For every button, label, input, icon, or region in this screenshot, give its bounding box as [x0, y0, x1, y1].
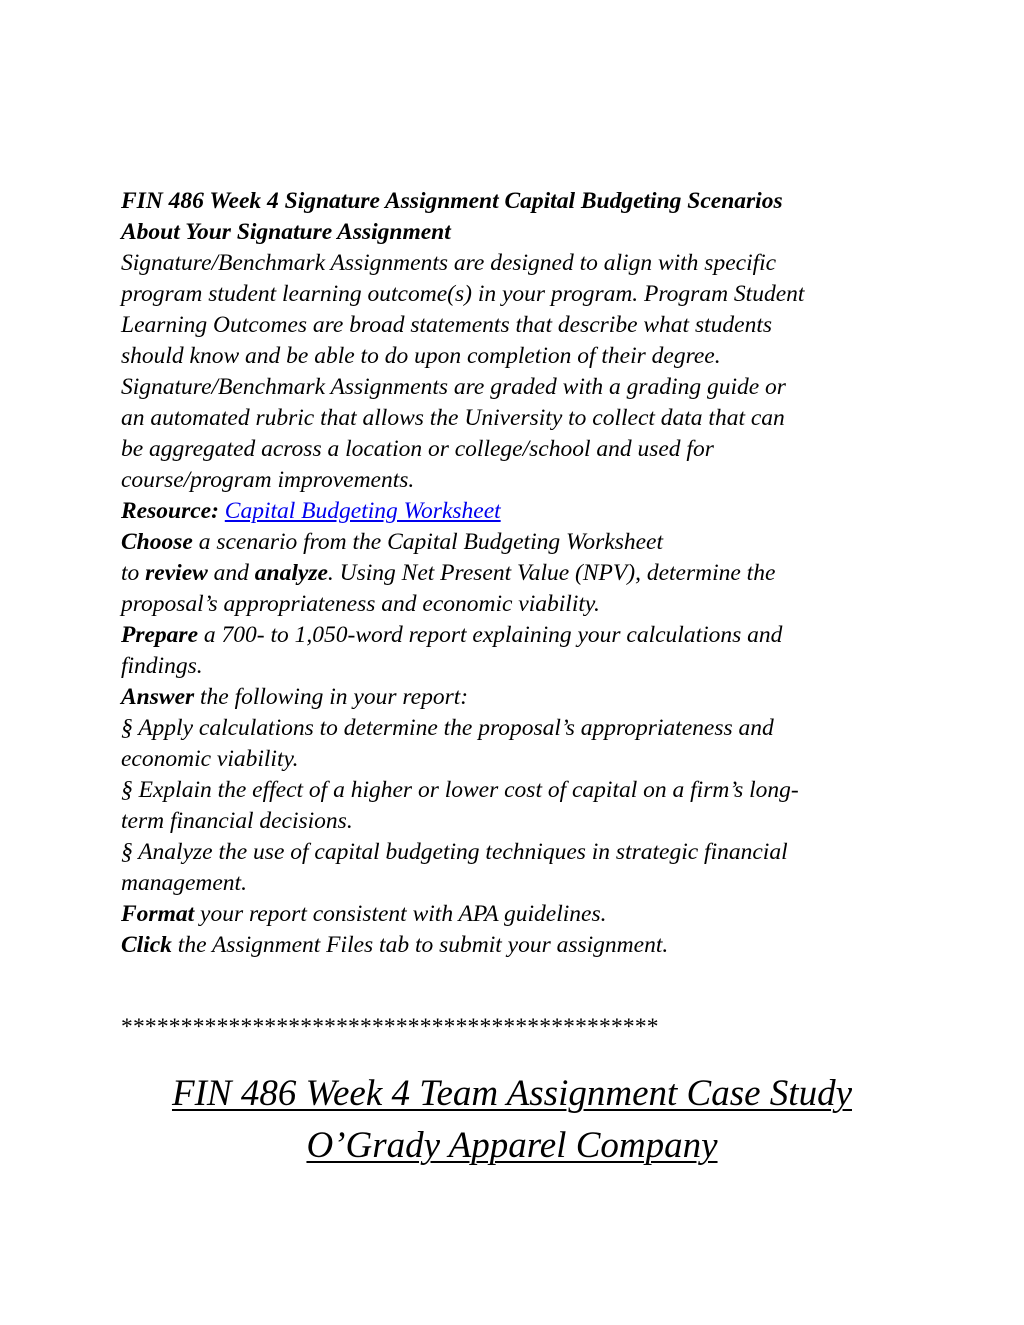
answer-word: Answer: [121, 684, 195, 710]
format-rest: your report consistent with APA guidelines.: [194, 901, 607, 927]
capital-budgeting-worksheet-link[interactable]: Capital Budgeting Worksheet: [224, 498, 501, 524]
click-rest: the Assignment Files tab to submit your assignment.: [171, 932, 669, 958]
analyze-word: analyze: [254, 560, 328, 586]
intro-line: Signature/Benchmark Assignments are graded with a grading guide or: [121, 374, 786, 400]
findings-line: findings.: [121, 653, 203, 679]
format-word: Format: [121, 901, 195, 927]
intro-line: Learning Outcomes are broad statements that describe what students: [121, 312, 772, 338]
case-study-title-line2: O’Grady Apparel Company: [306, 1125, 718, 1166]
intro-line: course/program improvements.: [121, 467, 415, 493]
prepare-word: Prepare: [121, 622, 199, 648]
bullet-item: § Apply calculations to determine the proposal’s appropriateness and: [121, 715, 774, 741]
assignment-title: FIN 486 Week 4 Signature Assignment Capital Budgeting Scenarios: [121, 188, 783, 214]
answer-rest: the following in your report:: [194, 684, 469, 710]
analyze-rest: . Using Net Present Value (NPV), determine the: [327, 560, 776, 586]
case-study-title-line1: FIN 486 Week 4 Team Assignment Case Study: [171, 1073, 852, 1114]
answer-line: [121, 682, 921, 713]
review-word: review: [145, 560, 208, 586]
bullet-item-continued: term financial decisions.: [121, 808, 353, 834]
intro-line: should know and be able to do upon completion of their degree.: [121, 343, 721, 369]
prepare-line: [121, 620, 921, 651]
proposal-line: proposal’s appropriateness and economic viability.: [121, 591, 600, 617]
intro-line: Signature/Benchmark Assignments are designed to align with specific: [121, 250, 777, 276]
prepare-rest: a 700- to 1,050-word report explaining your calculations and: [198, 622, 783, 648]
bullet-item: § Analyze the use of capital budgeting techniques in strategic financial: [121, 839, 788, 865]
about-heading: About Your Signature Assignment: [121, 219, 451, 245]
to-word: to: [121, 560, 146, 586]
click-line: [121, 930, 921, 961]
review-line: [121, 558, 921, 589]
choose-line: [121, 527, 921, 558]
and-word: and: [207, 560, 255, 586]
resource-line: [121, 496, 921, 527]
choose-word: Choose: [121, 529, 193, 555]
bullet-item: § Explain the effect of a higher or lower cost of capital on a firm’s long-: [121, 777, 799, 803]
intro-line: program student learning outcome(s) in your program. Program Student: [121, 281, 805, 307]
separator-asterisks: *********************************************: [121, 1014, 659, 1040]
intro-line: be aggregated across a location or college/school and used for: [121, 436, 714, 462]
resource-label: Resource:: [121, 498, 219, 524]
bullet-item-continued: management.: [121, 870, 247, 896]
click-word: Click: [121, 932, 172, 958]
format-line: [121, 899, 921, 930]
choose-rest: a scenario from the Capital Budgeting Worksheet: [192, 529, 664, 555]
intro-line: an automated rubric that allows the University to collect data that can: [121, 405, 785, 431]
bullet-item-continued: economic viability.: [121, 746, 299, 772]
assignment-body: [121, 186, 921, 961]
case-study-title: [0, 1068, 1024, 1172]
